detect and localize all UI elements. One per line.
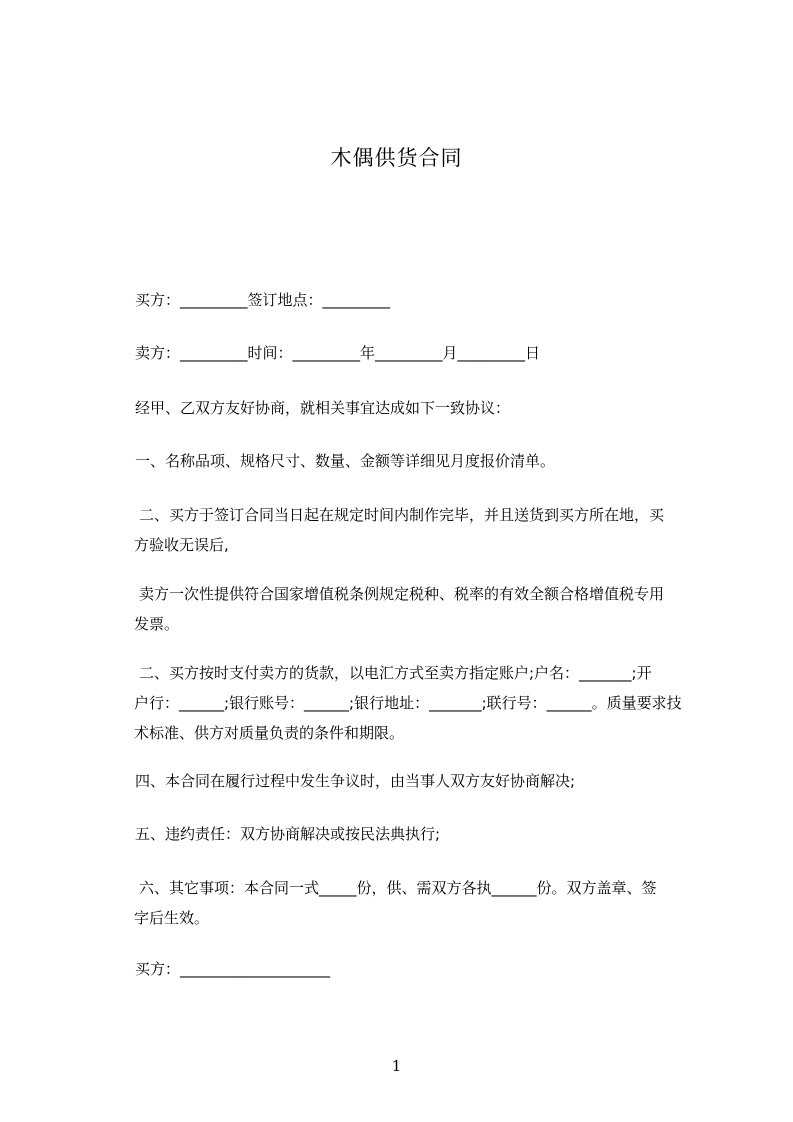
document-title: 木偶供货合同 <box>330 146 463 170</box>
clause-6-line-1: 六、其它事项：本合同一式_____份，供、需双方各执______份。双方盖章、签 <box>139 879 657 897</box>
clause-3-line-3: 术标准、供方对质量负责的条件和期限。 <box>134 724 405 742</box>
clause-2 <box>135 500 705 560</box>
clause-1: 一、名称品项、规格尺寸、数量、金额等详细见月度报价清单。 <box>135 452 556 470</box>
clause-2-line-1: 二、买方于签订合同当日起在规定时间内制作完毕，并且送货到买方所在地，买 <box>139 506 665 524</box>
clause-2-line-2: 方验收无误后, <box>134 536 229 554</box>
clause-6 <box>135 873 705 933</box>
clause-6-line-2: 字后生效。 <box>134 909 210 927</box>
clause-2b-line-2: 发票。 <box>134 615 180 633</box>
page-number: 1 <box>391 1057 402 1075</box>
seller-and-date-line: 卖方：_________时间：_________年_________月_________日 <box>135 344 541 362</box>
clause-2b-line-1: 卖方一次性提供符合国家增值税条例规定税种、税率的有效全额合格增值税专用 <box>139 585 665 603</box>
clause-2b <box>135 579 705 639</box>
clause-3 <box>135 658 705 748</box>
clause-5: 五、违约责任：双方协商解决或按民法典执行; <box>135 825 441 843</box>
buyer-signature-line: 买方：____________________ <box>135 960 331 978</box>
buyer-and-signing-place-line: 买方：_________签订地点：_________ <box>135 291 391 309</box>
clause-3-line-1: 二、买方按时支付卖方的货款，以电汇方式至卖方指定账户;户名：_______;开 <box>139 664 652 682</box>
intro-paragraph: 经甲、乙双方友好协商，就相关事宜达成如下一致协议： <box>135 399 511 417</box>
clause-4: 四、本合同在履行过程中发生争议时，由当事人双方友好协商解决; <box>135 772 576 790</box>
clause-3-line-2: 户行：______;银行账号：______;银行地址：_______;联行号：______。质量要求技 <box>134 694 682 712</box>
